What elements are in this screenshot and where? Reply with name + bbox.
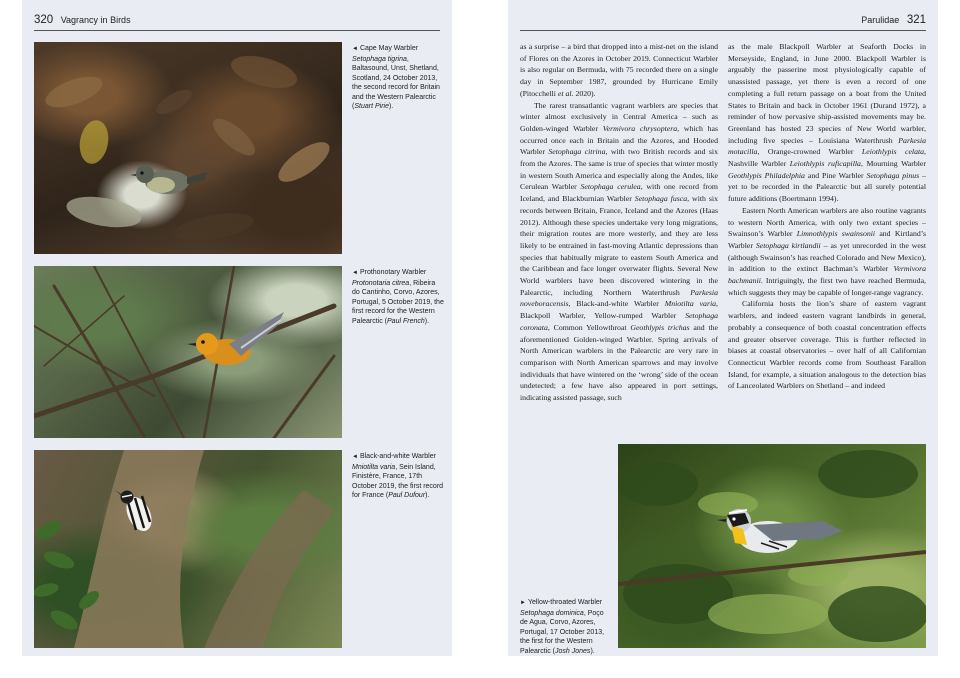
scientific-name: Setophaga cerulea bbox=[580, 182, 641, 192]
cape-may-warbler-figure bbox=[129, 154, 209, 204]
scientific-name: et al. bbox=[557, 88, 574, 98]
right-header-rule bbox=[520, 30, 926, 31]
text-run: as the male Blackpoll Warbler at Seaforth Docks in Merseyside, England, in June 2000. Blackpoll Warbler is arguably the passerine most physiologically capable of unassisted passage, yet there is even a record of one completing a full return passage on a boat from the United States to Britain and back in October 1961 (Durand 1972), a reminder of how pervasive ship-assisted movements may be. Greenland has hosted 23 species of New World warbler, including five species – Louisiana Waterthrush bbox=[728, 42, 926, 145]
text-run: , which has occurred once each in Britain and the Azores, and Hooded Warbler bbox=[520, 123, 718, 157]
text-run: , Common Yellowthroat bbox=[547, 322, 631, 332]
paragraph bbox=[520, 41, 718, 100]
scientific-name: Setophaga fusca bbox=[634, 194, 688, 204]
right-page-number: 321 bbox=[906, 14, 926, 26]
left-running-head: Vagrancy in Birds bbox=[60, 15, 131, 25]
photo-black-and-white-warbler bbox=[34, 450, 342, 648]
left-header-rule bbox=[34, 30, 440, 31]
right-running-head: Parulidae bbox=[861, 15, 900, 25]
text-run: , with six records between Britain, France, Iceland and the Azores (Haas 2012). Although these species undertake very long migrations, their migration routes are more westerly, and they are less likely to be entrained in fast-moving Atlantic depressions than species that habitually migrate to eastern South America and the Caribbean and face longer overwater flights. Several New World warblers have been discovered wintering in the Palearctic, including Northern Waterthrush bbox=[520, 194, 718, 297]
scientific-name: Geothlypis trichas bbox=[630, 322, 690, 332]
yellow-throated-warbler-figure bbox=[713, 499, 853, 569]
photo-cape-may-warbler bbox=[34, 42, 342, 254]
scientific-name: Setophaga coronata bbox=[520, 311, 718, 332]
scientific-name: Leiothlypis ruficapilla bbox=[789, 159, 861, 169]
text-run: Eastern North American warblers are also routine vagrants to western North America, with only two extant species – Swainson’s Warbler bbox=[728, 205, 926, 239]
text-run: , Black-and-white Warbler bbox=[568, 299, 665, 309]
caption-arrow-icon: ◄ bbox=[352, 270, 358, 276]
scientific-name: Mniotilta varia bbox=[664, 299, 717, 309]
prothonotary-warbler-figure bbox=[179, 304, 289, 374]
paragraph bbox=[728, 298, 926, 392]
text-run: 2020). bbox=[573, 88, 596, 98]
caption-arrow-icon: ◄ bbox=[352, 46, 358, 52]
text-run: The rarest transatlantic vagrant warblers are species that winter almost exclusively in Central America – such as Golden-winged Warbler bbox=[520, 100, 718, 133]
caption-arrow-icon: ► bbox=[520, 600, 526, 606]
scientific-name: Vermivora bachmanii bbox=[728, 264, 926, 286]
caption-prothonotary-warbler: ◄ Prothonotary Warbler Protonotaria citrea, Ribeira do Cantinho, Corvo, Azores, Portugal, 5 October 2019, the first record for the Western Palearctic (Paul French). bbox=[352, 269, 444, 325]
scientific-name: Setophaga kirtlandii bbox=[755, 240, 821, 250]
scientific-name: Leiothlypis celata bbox=[861, 147, 925, 157]
text-run: , Nashville Warbler bbox=[728, 147, 926, 169]
text-column-1 bbox=[520, 41, 718, 404]
right-page bbox=[508, 0, 938, 656]
caption-black-and-white-warbler: ◄ Black-and-white Warbler Mniotilta varia, Sein Island, Finistère, France, 17th October 2019, the first record for France (Paul Dufour). bbox=[352, 453, 444, 499]
caption-arrow-icon: ◄ bbox=[352, 454, 358, 460]
text-run: California hosts the lion’s share of eastern vagrant warblers, and indeed eastern vagrant landbirds in general, probably a consequence of both coastal concentration effects and greater observer coverage. This is further reflected in biases at coastal observatories – over half of all Californian Connecticut Warbler records come from Southeast Farallon Island, for example, a situation analogous to the detection bias of Lanceolated Warblers on Shetland – and indeed bbox=[728, 299, 926, 391]
scientific-name: Limnothlypis swainsonii bbox=[796, 229, 876, 239]
paragraph bbox=[728, 205, 926, 299]
text-run: , Orange-crowned Warbler bbox=[757, 147, 862, 157]
scientific-name: Parkesia noveboracensis bbox=[520, 287, 718, 309]
text-run: , Blackpoll Warbler, Yellow-rumped Warbler bbox=[520, 299, 718, 321]
photo-prothonotary-warbler bbox=[34, 266, 342, 438]
scientific-name: Vermivora chrysoptera bbox=[602, 123, 678, 133]
left-page bbox=[22, 0, 452, 656]
text-run: and the aforementioned Golden-winged Warbler. Spring arrivals of North American warblers in the Palearctic are very rare in comparison with North American sparrows and may involve individuals that have wintered on the ‘wrong’ side of the ocean undetected; a few have also appeared in port settings, indicating assisted passage, such bbox=[520, 322, 718, 403]
text-run: . Intriguingly, the first two have reached Bermuda, which suggests they may be capable of longer-range vagrancy. bbox=[728, 276, 926, 297]
text-run: – yet to be recorded in the Palearctic but all surely potential future additions (Boertmann 1994). bbox=[728, 170, 926, 204]
paragraph bbox=[520, 100, 718, 404]
text-run: and Kirtland’s Warbler bbox=[728, 229, 927, 250]
scientific-name: Parkesia motacilla bbox=[728, 135, 926, 157]
left-folio bbox=[34, 14, 131, 26]
scientific-name: Geothlypis Philadelphia bbox=[728, 170, 805, 180]
text-run: , with two British records and six from the Azores. The same is true of species that winter mostly in western South America and especially along the Andes, like Cerulean Warbler bbox=[520, 147, 719, 192]
text-run: , Mourning Warbler bbox=[860, 159, 926, 169]
text-run: and Pine Warbler bbox=[804, 170, 867, 180]
text-run: , with one record from Iceland, and Blackburnian Warbler bbox=[520, 182, 718, 204]
left-page-number: 320 bbox=[34, 14, 54, 26]
text-column-2 bbox=[728, 41, 926, 392]
scientific-name: Setophaga pinus bbox=[866, 170, 920, 180]
paragraph bbox=[728, 41, 926, 205]
text-run: – as yet unrecorded in the west (although Swainson’s has reached Colorado and New Mexico), in addition to the extinct Bachman’s Warbler bbox=[728, 240, 926, 274]
caption-cape-may-warbler: ◄ Cape May Warbler Setophaga tigrina, Baltasound, Unst, Shetland, Scotland, 24 October 2013, the second record for Britain and the Western Palearctic (Stuart Pirie). bbox=[352, 45, 440, 110]
text-run: as a surprise – a bird that dropped into a mist-net on the island of Flores on the Azores in October 2019. Connecticut Warbler is also regular on Bermuda, with 75 recorded there on a single day in September 1987, grounded by Hurricane Emily (Pitocchelli bbox=[520, 42, 718, 98]
caption-yellow-throated-warbler: ► Yellow-throated Warbler Setophaga dominica, Poço de Agua, Corvo, Azores, Portugal, 17 October 2013, the first for the Western Palearctic (Josh Jones). bbox=[520, 599, 605, 655]
scientific-name: Setophaga citrina bbox=[548, 147, 606, 157]
photo-yellow-throated-warbler bbox=[618, 444, 926, 648]
right-folio bbox=[861, 14, 926, 26]
black-and-white-warbler-figure bbox=[114, 484, 164, 540]
